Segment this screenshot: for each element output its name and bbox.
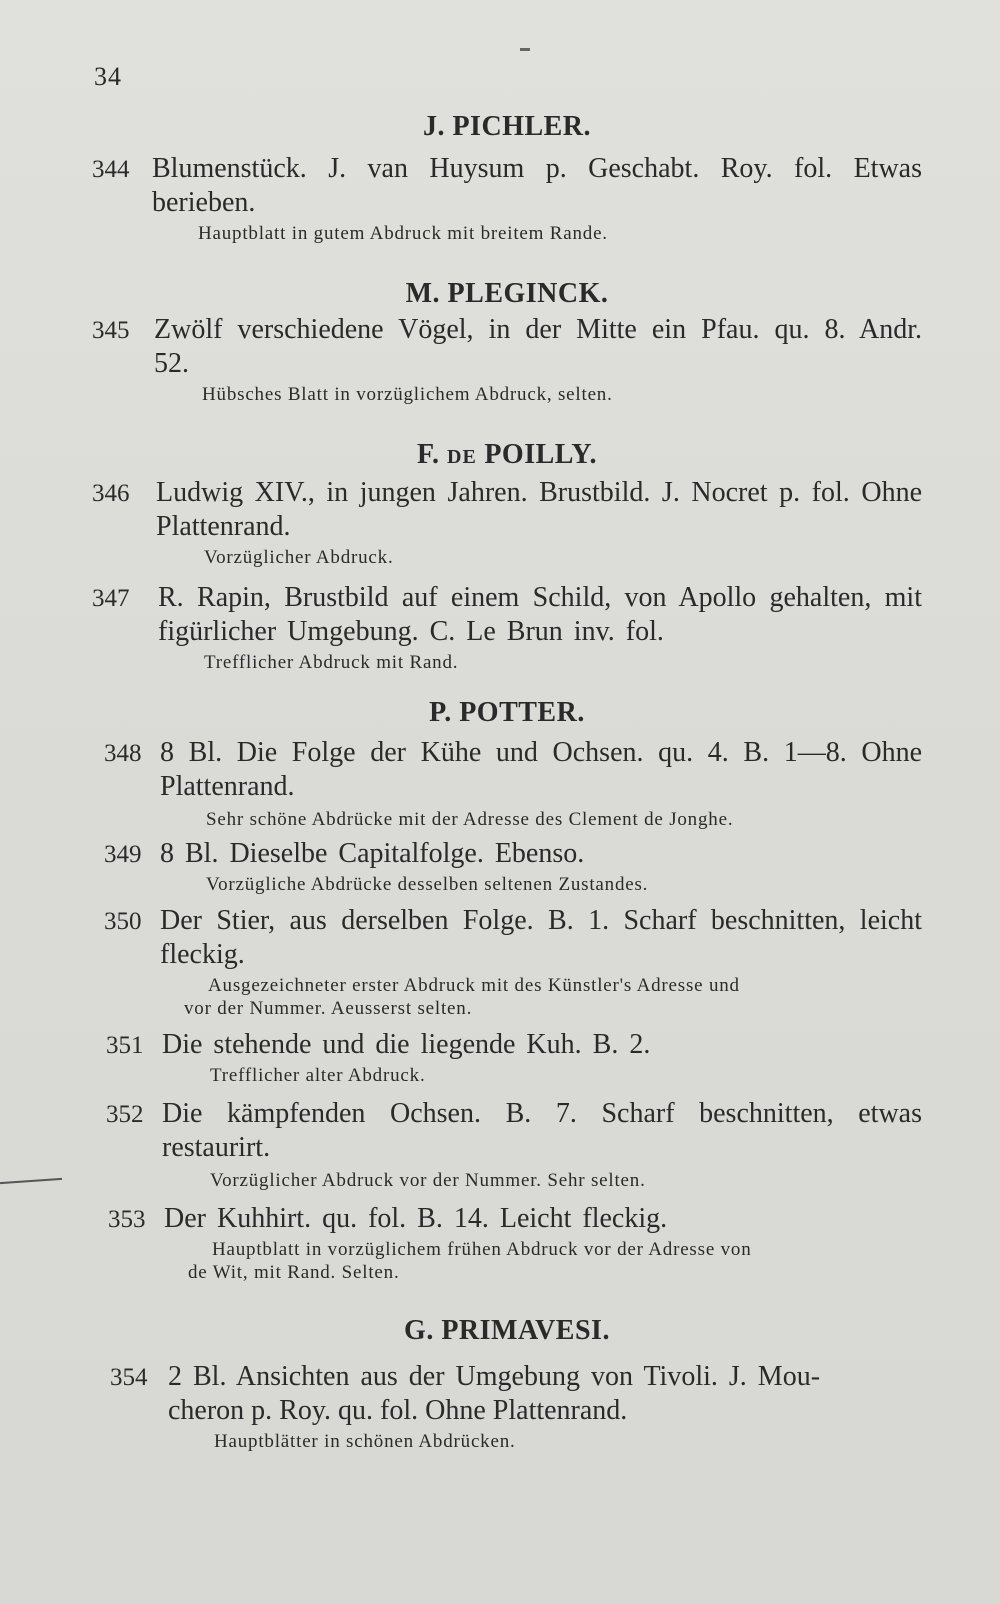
page-number: 34 (94, 62, 122, 91)
entry-number: 348 (104, 740, 142, 767)
catalog-content (92, 108, 922, 1453)
entry-number: 346 (92, 480, 130, 507)
entry-note: Vorzüglicher Abdruck. (204, 547, 394, 568)
entry-title: 8 Bl. Die Folge der Kühe und Ochsen. qu. 4. B. 1—8. Ohne Plattenrand. (160, 737, 922, 802)
entry-title: R. Rapin, Brustbild auf einem Schild, von Apollo gehalten, mit figürlicher Umgebung. C. Le Brun inv. fol. (158, 582, 922, 647)
entry-number: 345 (92, 317, 130, 344)
entry-note: Trefflicher alter Abdruck. (210, 1065, 426, 1086)
margin-pencil-mark (0, 1178, 62, 1184)
artist-heading-primavesi: G. PRIMAVESI. (404, 1315, 610, 1346)
entry-number: 344 (92, 156, 130, 183)
entry-number: 349 (104, 841, 142, 868)
entry-note: Trefflicher Abdruck mit Rand. (204, 652, 459, 673)
entry-note: Hauptblatt in gutem Abdruck mit breitem Rande. (198, 223, 608, 244)
artist-heading-pichler: J. PICHLER. (422, 111, 592, 142)
catalog-entry-352 (92, 1097, 922, 1192)
entry-note: Vorzüglicher Abdruck vor der Nummer. Sehr selten. (210, 1170, 646, 1191)
entry-number: 350 (104, 908, 142, 935)
catalog-entry-346 (92, 476, 922, 569)
entry-note: Hübsches Blatt in vorzüglichem Abdruck, selten. (202, 384, 613, 405)
print-mark (520, 48, 530, 51)
artist-heading-pleginck: M. PLEGINCK. (405, 278, 609, 309)
entry-note-continued: vor der Nummer. Aeusserst selten. (184, 998, 473, 1019)
catalog-entry-345 (92, 313, 922, 406)
entry-number: 347 (92, 585, 130, 612)
entry-title: Die kämpfenden Ochsen. B. 7. Scharf beschnitten, etwas restaurirt. (162, 1098, 922, 1163)
catalog-entry-348 (92, 736, 922, 831)
catalog-entry-353 (92, 1202, 922, 1284)
catalog-entry-347 (92, 581, 922, 674)
entry-note: Vorzügliche Abdrücke desselben seltenen Zustandes. (206, 874, 649, 895)
entry-number: 351 (106, 1032, 144, 1059)
entry-note: Ausgezeichneter erster Abdruck mit des Künstler's Adresse und (208, 975, 740, 996)
catalog-entry-351 (92, 1028, 922, 1087)
catalog-entry-349 (92, 837, 922, 896)
entry-title: 2 Bl. Ansichten aus der Umgebung von Tivoli. J. Mou- (168, 1361, 821, 1392)
entry-note: Hauptblatt in vorzüglichem frühen Abdruck vor der Adresse von (212, 1239, 752, 1260)
artist-initial: F. (416, 439, 440, 470)
entry-note: Sehr schöne Abdrücke mit der Adresse des Clement de Jonghe. (206, 809, 734, 830)
entry-number: 353 (108, 1206, 146, 1233)
catalog-entry-350 (92, 904, 922, 1020)
entry-title: Ludwig XIV., in jungen Jahren. Brustbild. J. Nocret p. fol. Ohne Plattenrand. (156, 477, 922, 542)
artist-particle: DE (447, 446, 477, 468)
catalog-entry-344 (92, 152, 922, 245)
entry-number: 354 (110, 1364, 148, 1391)
artist-surname: POILLY. (484, 439, 598, 470)
entry-note-continued: de Wit, mit Rand. Selten. (188, 1262, 400, 1283)
entry-title: Zwölf verschiedene Vögel, in der Mitte ein Pfau. qu. 8. Andr. 52. (154, 314, 922, 379)
entry-title-continued: cheron p. Roy. qu. fol. Ohne Plattenrand. (168, 1395, 628, 1426)
artist-heading-poilly (92, 436, 922, 476)
catalog-entry-354 (92, 1360, 922, 1453)
entry-title: Blumenstück. J. van Huysum p. Geschabt. Roy. fol. Etwas berieben. (152, 153, 922, 218)
entry-number: 352 (106, 1101, 144, 1128)
entry-note: Hauptblätter in schönen Abdrücken. (214, 1431, 516, 1452)
entry-title: 8 Bl. Dieselbe Capitalfolge. Ebenso. (160, 838, 585, 869)
artist-heading-potter: P. POTTER. (429, 697, 585, 728)
entry-title: Der Kuhhirt. qu. fol. B. 14. Leicht fleckig. (164, 1203, 668, 1234)
entry-title: Die stehende und die liegende Kuh. B. 2. (162, 1029, 651, 1060)
entry-title: Der Stier, aus derselben Folge. B. 1. Scharf beschnitten, leicht fleckig. (160, 905, 922, 970)
